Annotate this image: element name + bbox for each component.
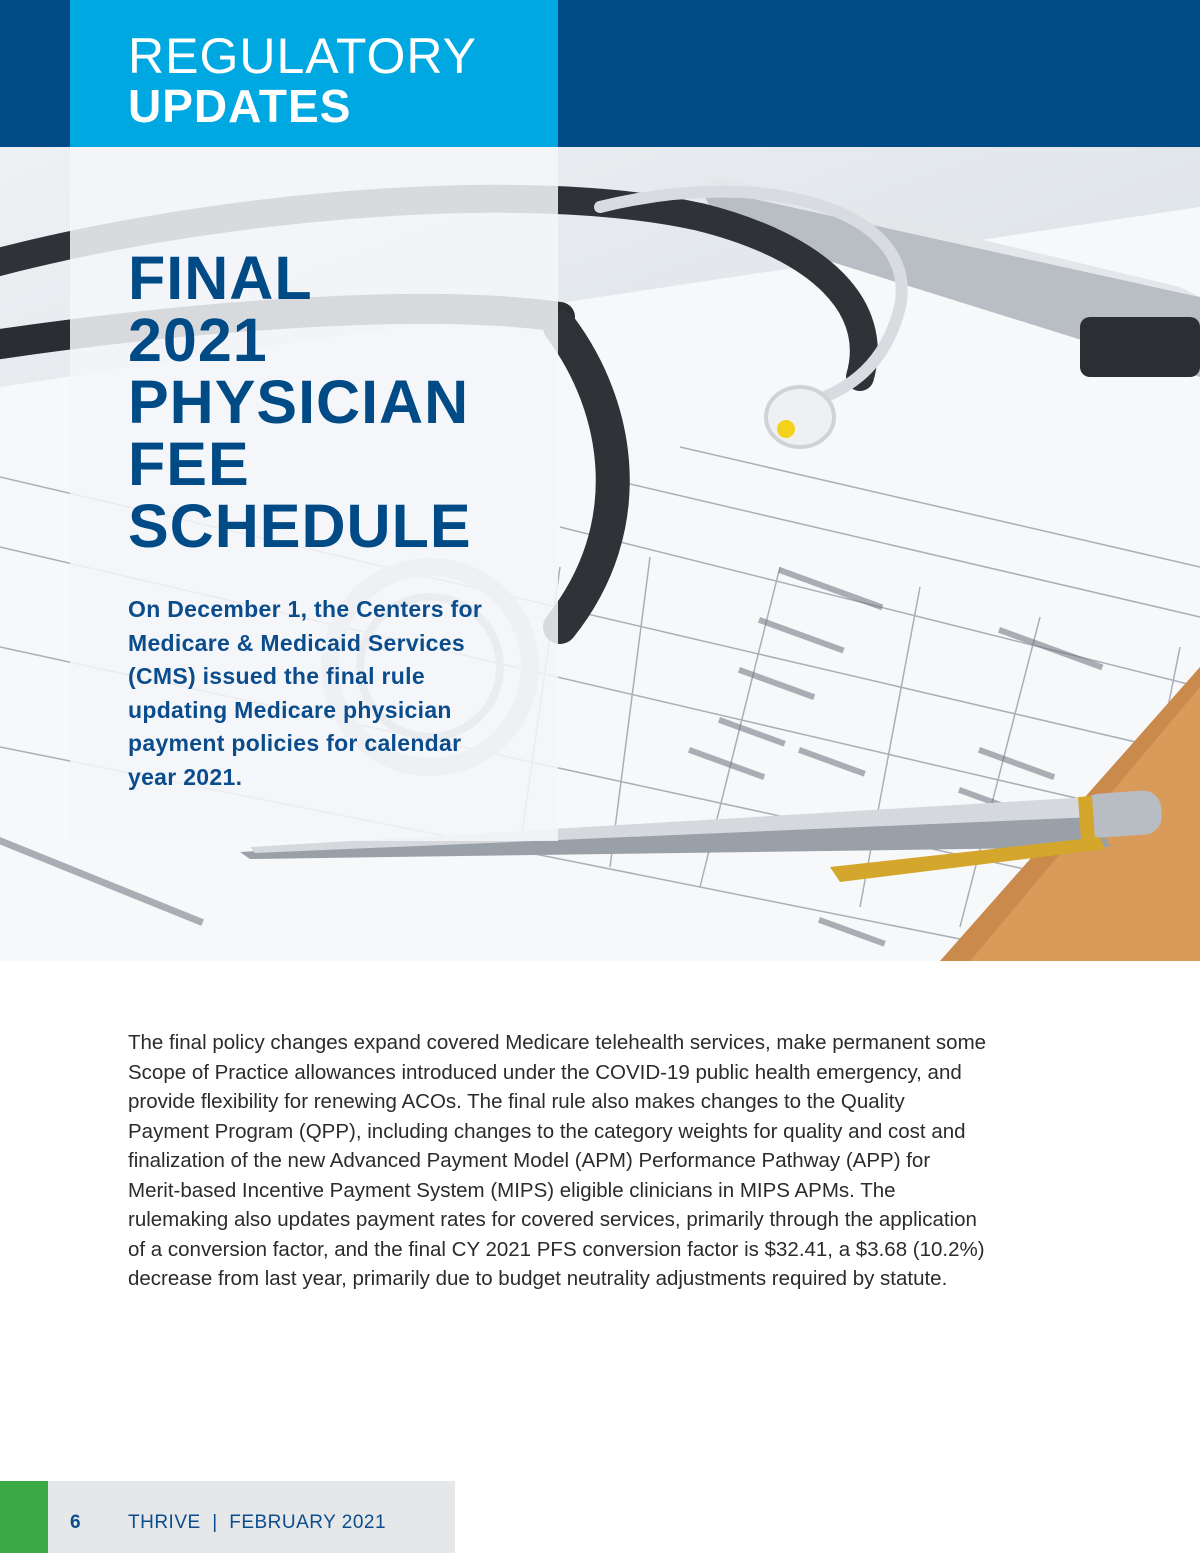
section-label-regulatory: REGULATORY: [128, 28, 477, 84]
footer-accent: [0, 1481, 48, 1553]
headline-line: 2021: [128, 306, 268, 374]
section-tab: [70, 0, 558, 147]
article-dek: On December 1, the Centers for Medicare & Medicaid Services (CMS) issued the final rule updating Medicare physician payment policies for calendar year 2021.: [128, 596, 483, 790]
title-panel: [70, 147, 558, 841]
section-label-updates: UPDATES: [128, 80, 352, 132]
page-number: 6: [70, 1512, 81, 1533]
article-headline: [128, 244, 538, 560]
headline-line: FINAL: [128, 244, 313, 312]
headline-line: PHYSICIAN: [128, 368, 470, 436]
headline-line: FEE: [128, 430, 250, 498]
publication-footer: THRIVE | FEBRUARY 2021: [128, 1512, 387, 1533]
article-body: The final policy changes expand covered Medicare telehealth services, make permanent some Scope of Practice allowances introduced under the COVID-19 public health emergency, and provide flexibility for renewing ACOs. The final rule also makes changes to the Quality Payment Program (QPP), including changes to the category weights for quality and cost and finalization of the new Advanced Payment Model (APM) Performance Pathway (APP) for Merit-based Incentive Payment System (MIPS) eligible clinicians in MIPS APMs. The rulemaking also updates payment rates for covered services, primarily through the application of a conversion factor, and the final CY 2021 PFS conversion factor is $32.41, a $3.68 (10.2%) decrease from last year, primarily due to budget neutrality adjustments required by statute.: [128, 1031, 987, 1290]
headline-line: SCHEDULE: [128, 492, 472, 560]
